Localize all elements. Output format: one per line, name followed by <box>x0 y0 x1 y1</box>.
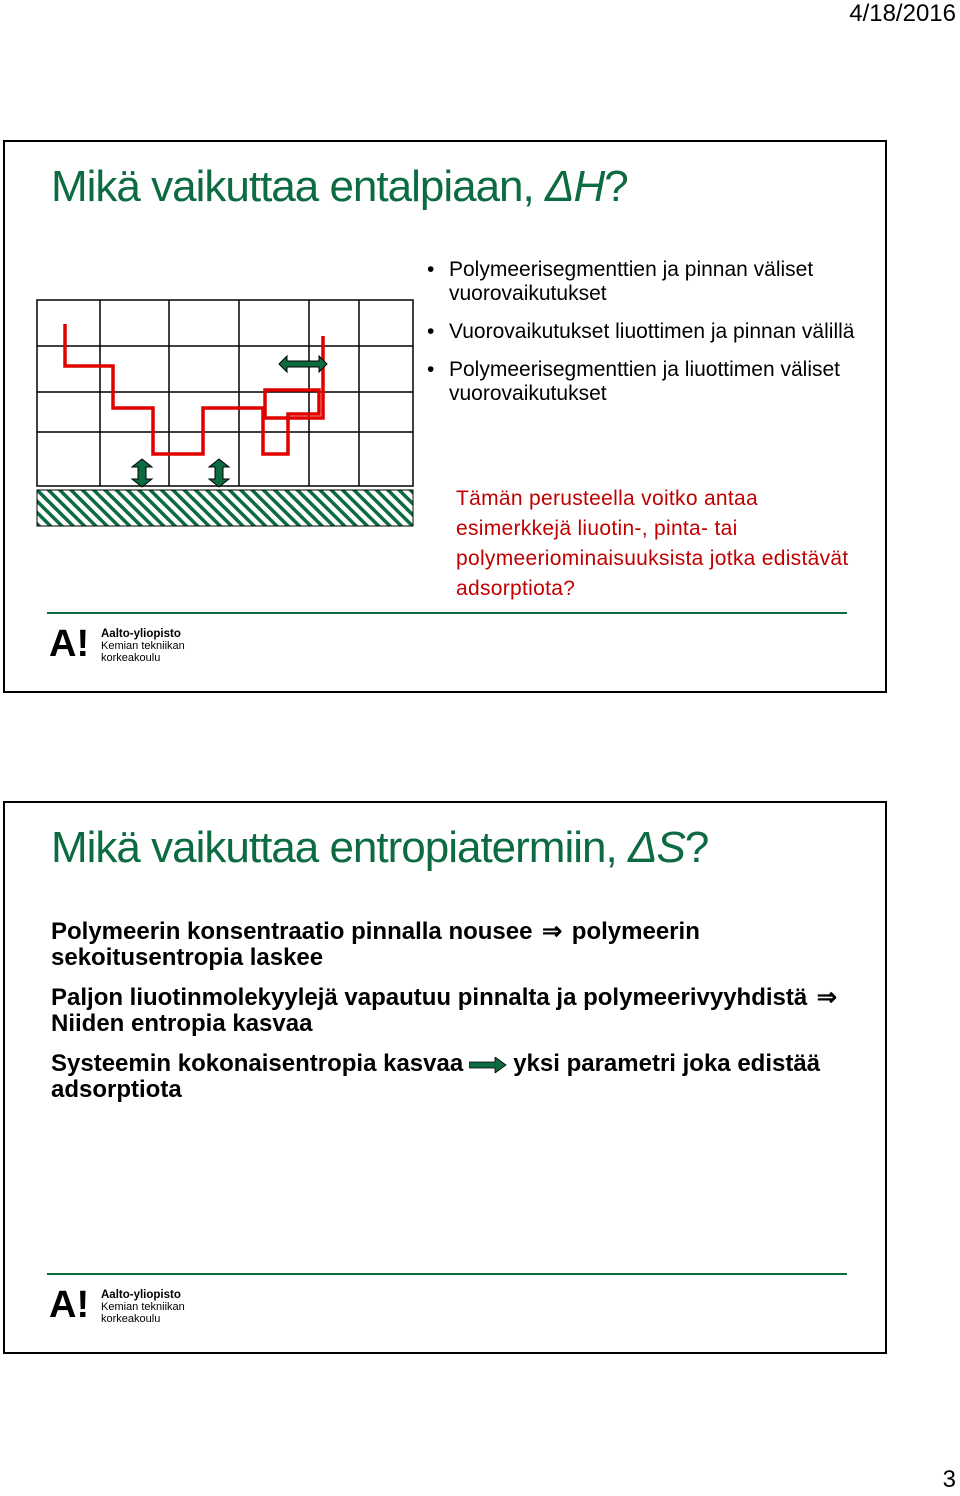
bullet-item: • Vuorovaikutukset liuottimen ja pinnan välillä <box>427 320 855 343</box>
title-text: Mikä vaikuttaa entropiatermiin, <box>51 823 628 872</box>
polymer-adsorption-diagram <box>33 296 415 530</box>
svg-text:Aalto-yliopisto: Aalto-yliopisto <box>101 628 181 640</box>
title-text: Mikä vaikuttaa entalpiaan, <box>51 162 545 211</box>
green-arrow-icon <box>469 1057 507 1073</box>
up-down-arrow-2 <box>209 459 229 487</box>
svg-text:A!: A! <box>49 624 90 664</box>
paragraph-total-entropy: Systeemin kokonaisentropia kasvaa yksi parametri joka edistää adsorptiota <box>51 1050 821 1103</box>
paragraph-concentration: Polymeerin konsentraatio pinnalla nousee ⇒ polymeerin sekoitusentropia laskee <box>51 918 700 971</box>
slide-entropy <box>3 801 887 1354</box>
page-number: 3 <box>942 1466 956 1493</box>
svg-text:korkeakoulu: korkeakoulu <box>101 1313 161 1325</box>
svg-text:A!: A! <box>49 1285 90 1325</box>
polymer-chain <box>65 324 323 454</box>
title-end: ? <box>684 823 709 872</box>
svg-text:Kemian tekniikan: Kemian tekniikan <box>101 640 185 652</box>
hatched-surface <box>37 490 413 526</box>
left-right-arrow <box>279 356 327 372</box>
implies-arrow-icon: ⇒ <box>816 984 837 1011</box>
lattice-grid <box>37 300 413 486</box>
entropy-body <box>51 919 871 1117</box>
paragraph-solvent: Paljon liuotinmolekyylejä vapautuu pinnalta ja polymeerivyyhdistä ⇒ Niiden entropia kasvaa <box>51 985 871 1037</box>
up-down-arrow-1 <box>132 459 152 487</box>
footer-divider <box>47 1273 847 1275</box>
aalto-logo <box>49 624 209 664</box>
aalto-logo <box>49 1285 209 1325</box>
footer-divider <box>47 612 847 614</box>
date-header: 4/18/2016 <box>849 0 956 27</box>
svg-text:Aalto-yliopisto: Aalto-yliopisto <box>101 1289 181 1301</box>
svg-text:korkeakoulu: korkeakoulu <box>101 652 161 664</box>
delta-h-symbol: ΔH <box>544 162 605 211</box>
svg-text:Kemian tekniikan: Kemian tekniikan <box>101 1301 185 1313</box>
bullet-list <box>425 258 865 420</box>
delta-s-symbol: ΔS <box>627 823 685 872</box>
implies-arrow-icon: ⇒ <box>542 918 563 945</box>
slide-title <box>51 823 708 873</box>
question-text: Tämän perusteella voitko antaa esimerkkejä liuotin-, pinta- tai polymeeriominaisuuksista jotka edistävät adsorptiota? <box>456 487 849 600</box>
bullet-item: • Polymeerisegmenttien ja pinnan väliset vuorovaikutukset <box>427 258 814 305</box>
bullet-item: • Polymeerisegmenttien ja liuottimen väliset vuorovaikutukset <box>427 358 841 405</box>
title-end: ? <box>604 162 628 211</box>
slide-enthalpy <box>3 140 887 693</box>
slide-title <box>51 162 628 212</box>
